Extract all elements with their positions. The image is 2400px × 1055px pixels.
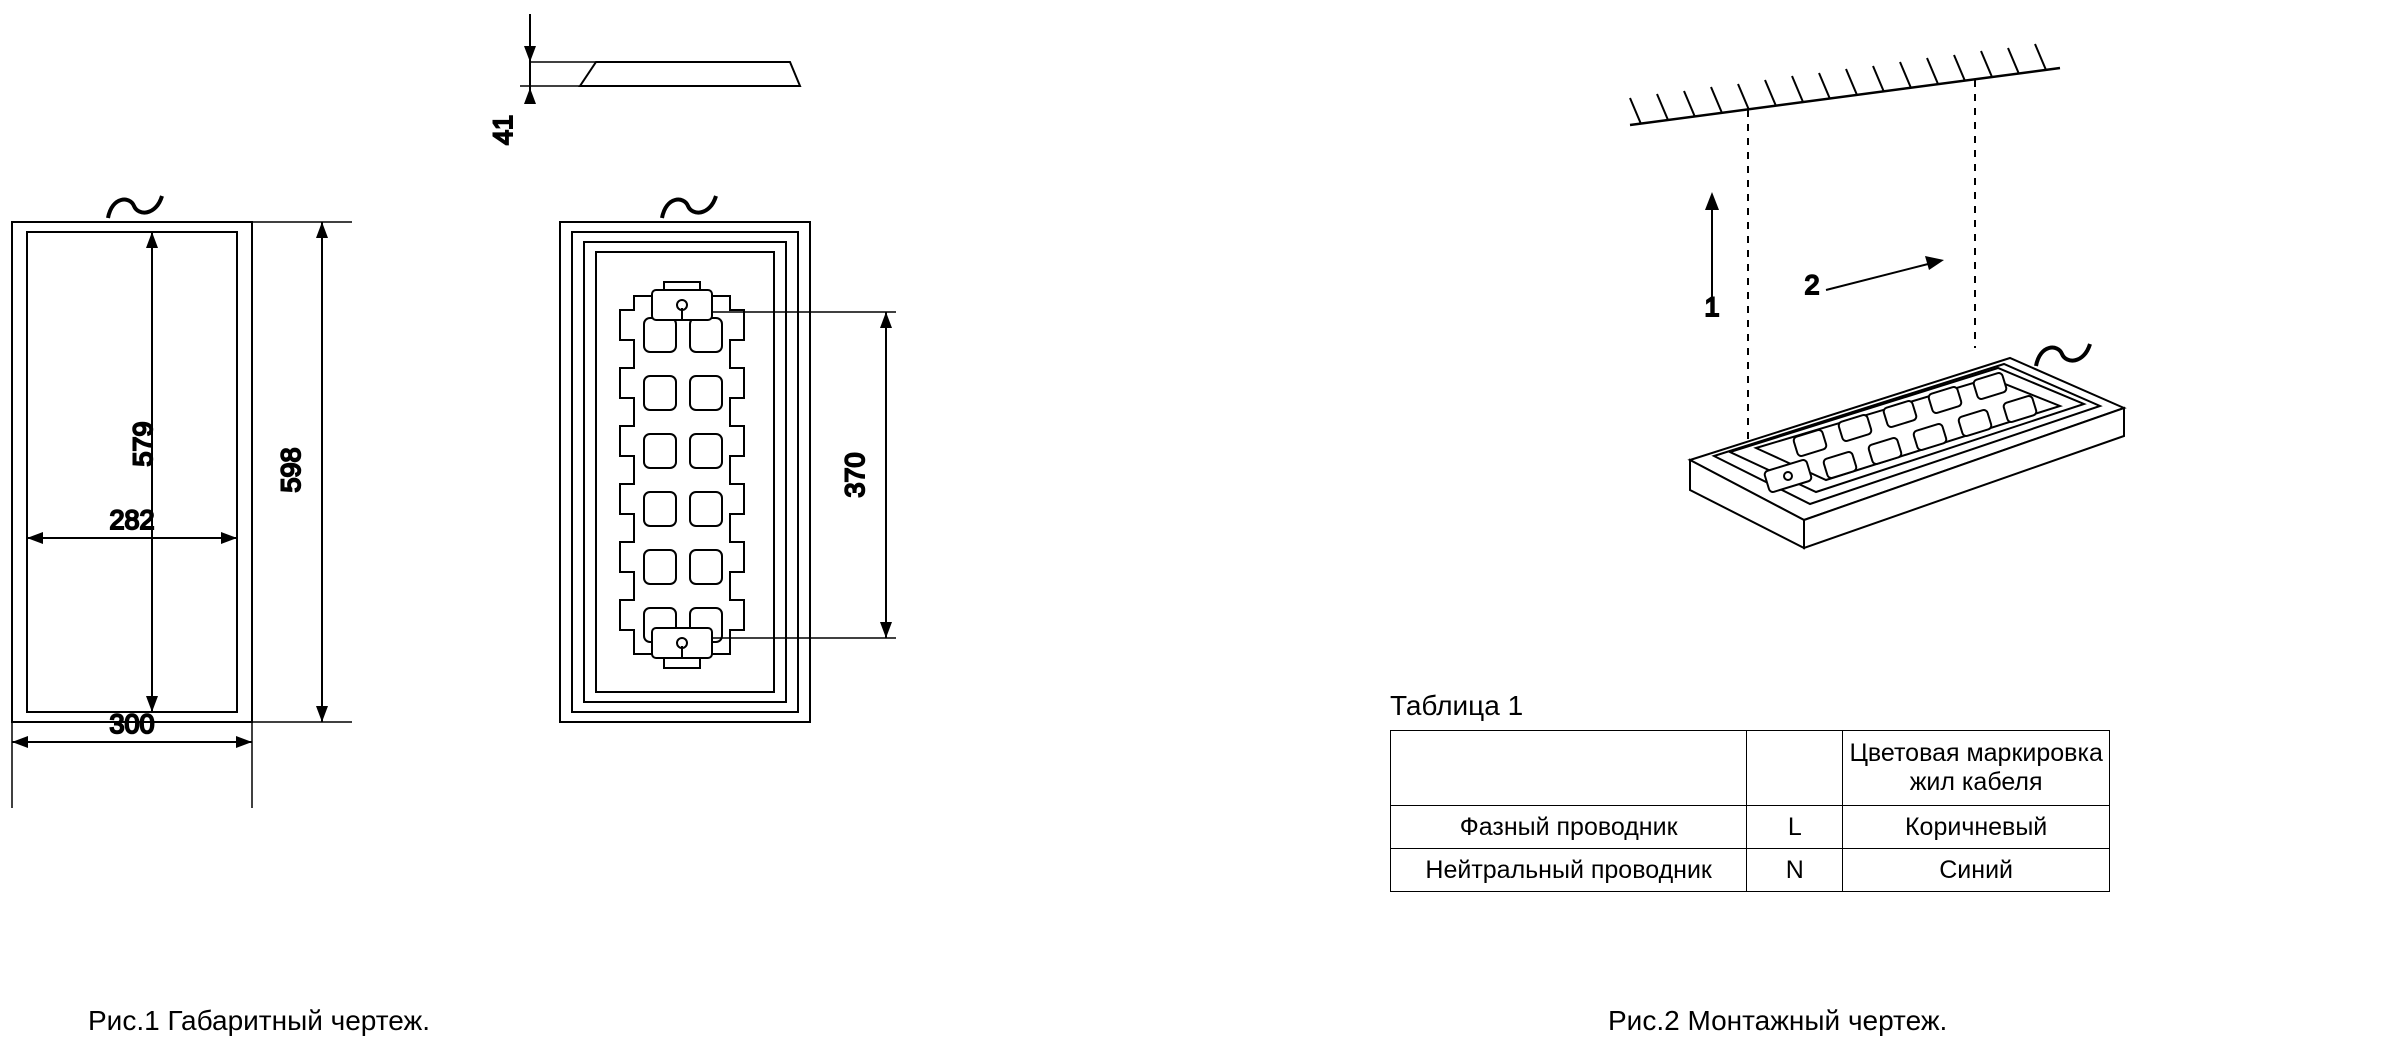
dim-label-370: 370: [840, 452, 870, 498]
table-header-row: [1391, 731, 2110, 806]
row-phase-color: Коричневый: [1843, 806, 2110, 849]
row-phase-symbol: L: [1747, 806, 1843, 849]
header-cell-blank-1: [1391, 731, 1747, 806]
side-view: [580, 62, 800, 86]
dim-label-598: 598: [276, 447, 306, 493]
table-row: [1391, 806, 2110, 849]
figure-1-caption: Рис.1 Габаритный чертеж.: [88, 1005, 431, 1036]
front-view-outline: [12, 222, 252, 722]
dim-label-579: 579: [128, 421, 158, 467]
figure-2-caption: Рис.2 Монтажный чертеж.: [1608, 1005, 1948, 1036]
header-color-line2: жил кабеля: [1909, 768, 2043, 796]
header-cell-color-marking: [1843, 731, 2110, 806]
dim-label-41: 41: [488, 114, 518, 146]
header-color-line1: Цветовая маркировка: [1849, 739, 2103, 768]
cable-icon: [108, 196, 162, 218]
wiring-table: [1390, 730, 2110, 892]
callout-1-arrow: [1705, 192, 1719, 300]
row-neutral-symbol: N: [1747, 849, 1843, 892]
callout-1-label: 1: [1704, 292, 1720, 322]
row-phase-name: Фазный проводник: [1391, 806, 1747, 849]
row-neutral-name: Нейтральный проводник: [1391, 849, 1747, 892]
table-title: Таблица 1: [1390, 690, 1524, 721]
cable-icon-iso: [2036, 344, 2090, 366]
callout-2-arrow: [1826, 256, 1944, 290]
dim-label-282: 282: [109, 505, 155, 535]
led-module-array: [620, 282, 744, 668]
row-neutral-color: Синий: [1843, 849, 2110, 892]
cable-icon-detail: [662, 196, 716, 218]
dim-41: [520, 14, 596, 104]
dim-label-300: 300: [109, 709, 155, 739]
ceiling-line: [1630, 44, 2060, 125]
wiring-table-wrapper: [1390, 730, 2110, 892]
callout-2-label: 2: [1804, 270, 1820, 300]
header-cell-blank-2: [1747, 731, 1843, 806]
table-row: [1391, 849, 2110, 892]
